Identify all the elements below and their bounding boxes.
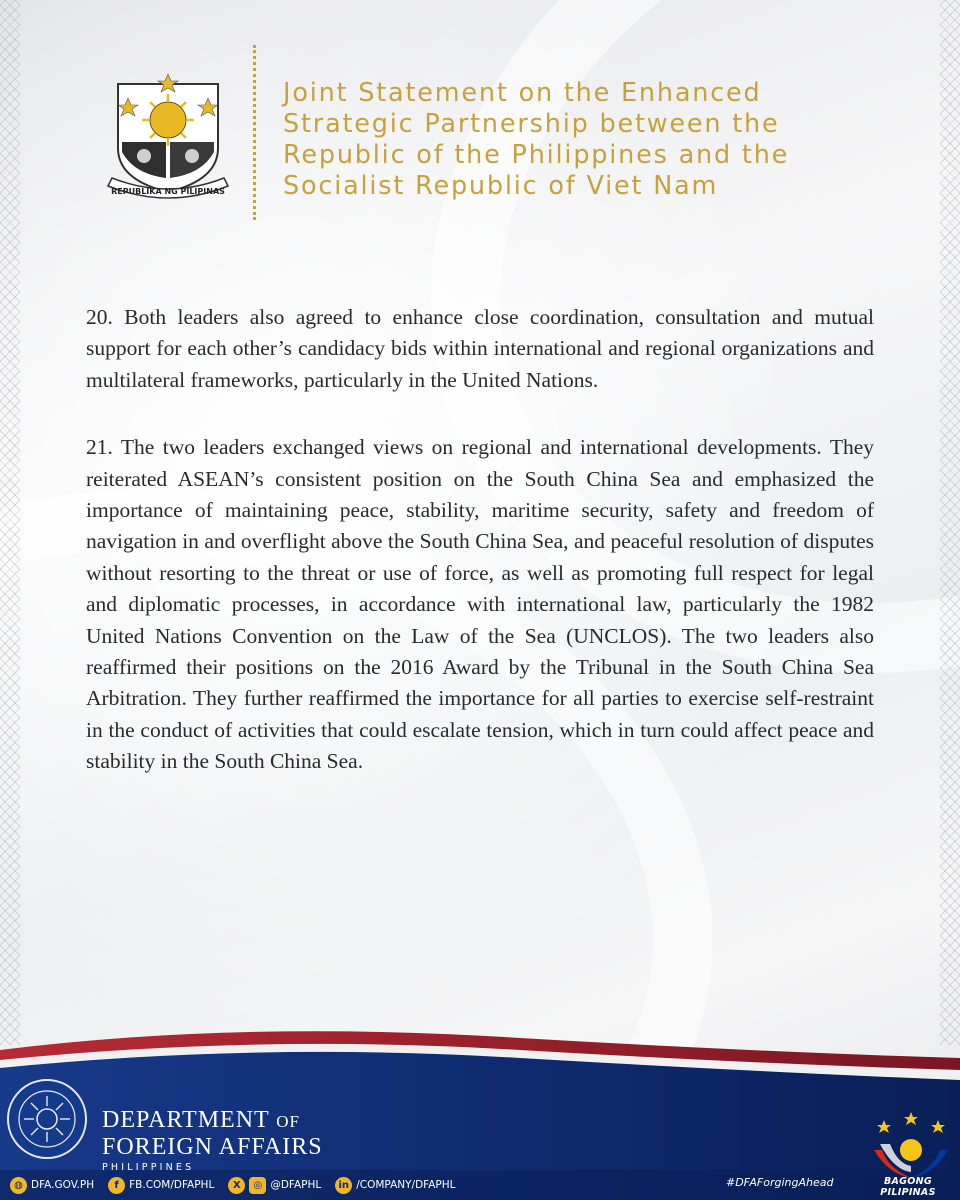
department-line-3: PHILIPPINES bbox=[102, 1162, 195, 1173]
department-of-word: OF bbox=[276, 1112, 300, 1131]
social-website-text: DFA.GOV.PH bbox=[31, 1179, 95, 1191]
linkedin-icon: in bbox=[335, 1177, 352, 1194]
department-line-1 bbox=[102, 1108, 323, 1134]
social-x-instagram[interactable] bbox=[228, 1177, 321, 1194]
department-word: DEPARTMENT bbox=[102, 1107, 270, 1133]
page-title bbox=[283, 78, 843, 202]
social-facebook[interactable] bbox=[108, 1177, 214, 1194]
border-pattern-left bbox=[0, 0, 20, 1045]
title-line: Strategic Partnership between the bbox=[283, 109, 780, 139]
social-linkedin-text: /COMPANY/DFAPHL bbox=[356, 1179, 456, 1191]
globe-icon: ◍ bbox=[10, 1177, 27, 1194]
social-links bbox=[10, 1174, 470, 1196]
title-line: Joint Statement on the Enhanced bbox=[283, 78, 762, 108]
statement-body bbox=[86, 302, 874, 814]
paragraph-21: 21. The two leaders exchanged views on regional and international developments. They reiterated ASEAN’s consistent position on the South China Sea and emphasized the importance of maintaining peace, stability, maritime security, safety and freedom of navigation in and overflight above the South China Sea, and peaceful resolution of disputes without resorting to the threat or use of force, as well as promoting full respect for legal and diplomatic processes, in accordance with international law, particularly the 1982 United Nations Convention on the Law of the Sea (UNCLOS). The two leaders also reaffirmed their positions on the 2016 Award by the Tribunal in the South China Sea Arbitration. They further reaffirmed the importance for all parties to exercise self-restraint in the conduct of activities that could escalate tension, which in turn could affect peace and stability in the South China Sea. bbox=[86, 435, 874, 774]
department-line-2: FOREIGN AFFAIRS bbox=[102, 1134, 323, 1160]
dfa-seal-logo bbox=[6, 1078, 88, 1160]
social-website[interactable] bbox=[10, 1177, 94, 1194]
hashtag: #DFAForgingAhead bbox=[726, 1176, 834, 1189]
header-divider bbox=[253, 45, 256, 220]
border-pattern-right bbox=[940, 0, 960, 1045]
philippine-coat-of-arms-logo bbox=[104, 70, 232, 208]
social-x-instagram-text: @DFAPHL bbox=[270, 1179, 322, 1191]
facebook-icon: f bbox=[108, 1177, 125, 1194]
title-line: Republic of the Philippines and the bbox=[283, 140, 790, 170]
x-icon: X bbox=[228, 1177, 245, 1194]
department-name bbox=[102, 1108, 323, 1173]
bagong-pilipinas-label: BAGONG PILIPINAS bbox=[880, 1176, 936, 1198]
seal-motto: REPUBLIKA NG PILIPINAS bbox=[111, 187, 225, 196]
social-linkedin[interactable] bbox=[335, 1177, 455, 1194]
social-facebook-text: FB.COM/DFAPHL bbox=[129, 1179, 215, 1191]
instagram-icon: ◎ bbox=[249, 1177, 266, 1194]
title-line: Socialist Republic of Viet Nam bbox=[283, 171, 719, 201]
paragraph-20: 20. Both leaders also agreed to enhance close coordination, consultation and mutual support for each other’s candidacy bids within international and regional organizations and multilateral frameworks, particularly in the United Nations. bbox=[86, 305, 874, 392]
bagong-pilipinas-logo bbox=[868, 1110, 954, 1180]
